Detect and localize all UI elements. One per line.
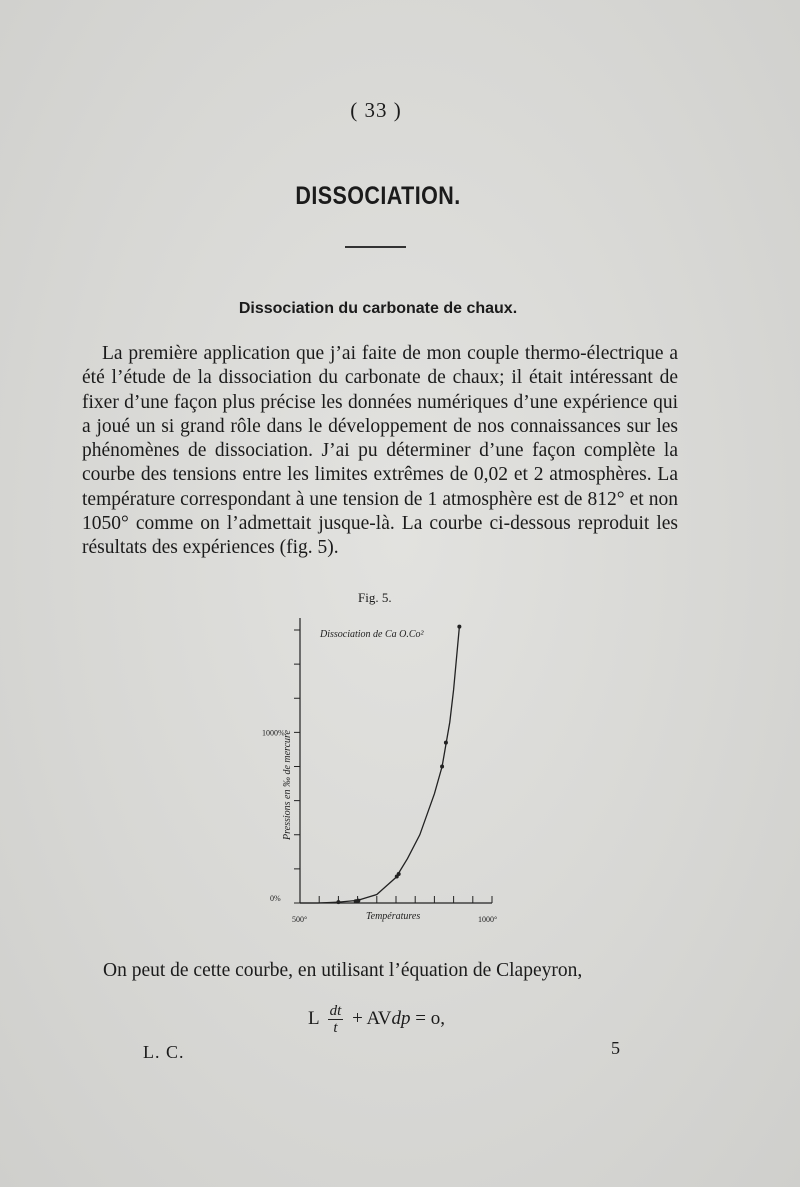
equation-numerator: dt [329,1003,342,1019]
data-point [444,741,448,745]
footer-signature: L. C. [143,1042,185,1062]
data-point [397,872,401,876]
chart-labels [262,629,497,924]
chart-axes [300,618,492,903]
after-figure-text: On peut de cette courbe, en utilisant l’équation de Clapeyron, [103,960,583,981]
title-rule [345,246,406,248]
figure-label: Fig. 5. [358,590,392,605]
x-tick-label-500: 500° [292,915,308,924]
footer-sheet-number: 5 [611,1038,620,1058]
section-title: DISSOCIATION. [295,182,461,210]
chart-ticks [294,630,492,903]
equation-term-b: dp [391,1007,411,1029]
y-tick-label-0: 0% [270,894,281,903]
dissociation-chart [250,610,510,940]
data-point [336,900,340,904]
dissociation-curve [300,627,459,903]
clapeyron-equation [308,1003,445,1036]
y-tick-label-1000: 1000% [262,728,285,738]
paragraph-text: La première application que j’ai faite de mon couple thermo-électrique a été l’étude de la dissociation du carbonate de chaux; il était intéressant de fixer d’une façon plus précise les données numériques d’une expérience qui a joué un si grand rôle dans le développement de nos connaissances sur les phénomènes de dissociation. J’ai pu déterminer d’une façon complète la courbe des tensions entre les limites extrêmes de 0,02 et 2 atmosphères. La température correspondant à une tension de 1 atmosphère est de 812° et non 1050° comme on l’admettait jusque-là. La courbe ci-dessous reproduit les résultats des expériences (fig. 5). [82,343,678,559]
page-number: ( 33 ) [350,98,402,122]
data-point [440,765,444,769]
body-paragraph [82,342,678,561]
chart-curve [300,625,461,905]
data-point [457,625,461,629]
equation-term-a: + AV [352,1007,392,1029]
x-tick-label-1000: 1000° [478,915,498,924]
section-subtitle: Dissociation du carbonate de chaux. [238,300,518,317]
equation-denominator: t [333,1020,338,1036]
equation-L: L [308,1007,319,1029]
chart-title: Dissociation de Ca O.Co² [320,629,424,640]
y-axis-label: Pressions en ‰ de mercure [282,730,293,840]
x-axis-label: Températures [366,911,421,922]
equation-term-c: = o, [415,1007,445,1029]
equation-fraction [328,1003,344,1036]
data-point [356,899,360,903]
